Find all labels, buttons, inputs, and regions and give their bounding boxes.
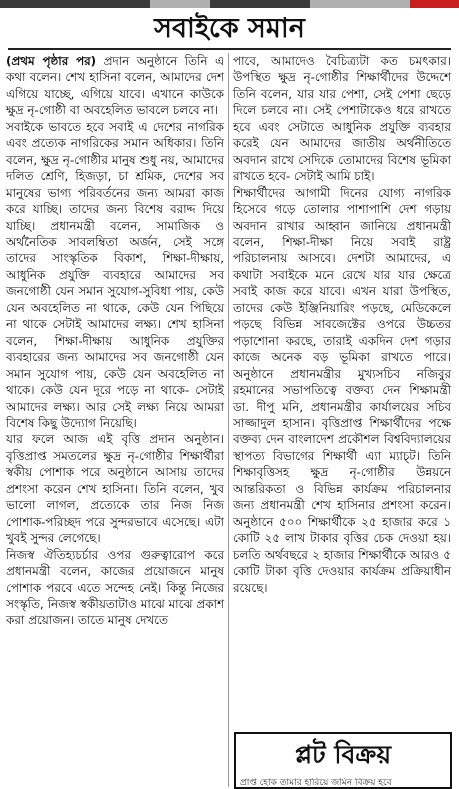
headline-rule (8, 48, 451, 50)
article-paragraph-1 (6, 53, 224, 119)
top-bar-segment (410, 0, 459, 8)
article-paragraph-5: পাবে, আমাদেও বৈচিত্র্যটা কত চমৎকার। উপস্থিত ক্ষুদ্র নৃ-গোষ্ঠীর শিক্ষার্থীদের উদ্দেশে তিনি বলেন, যার যার পেশা, সেই পেশা ছেড়ে দিলে চলবে না। সেই পেশাটাকেও ধরে রাখতে হবে এবং সেটাতে আধুনিক প্রযুক্তি ব্যবহার করেই যেন আমাদের জাতীয় অর্থনীতিতে অবদান রাখে সেদিকে তোমাদের বিশেষ ভূমিকা রাখতে হবে- সেটাই আমি চাই। (233, 54, 451, 184)
article-headline: সবাইকে সমান (154, 13, 305, 44)
article-left-column (6, 53, 224, 629)
classified-ad-title: প্লট বিক্রয় (294, 740, 392, 769)
continuation-tag: (প্রথম পৃষ্ঠার পর) (6, 54, 97, 68)
top-bar-segment (0, 0, 150, 8)
top-bar-segment (150, 0, 210, 8)
column-divider (228, 53, 229, 787)
classified-ad-body: প্রাপ্ত হোক তামার হারিয়ে জমিন বিক্রয় হবে (240, 778, 392, 786)
top-bar-segment (310, 0, 410, 8)
article-paragraph-6: শিক্ষার্থীদের আগামী দিনের যোগ্য নাগরিক হিসেবে গড়ে তোলার পাশাপাশি দেশ গড়ায় অবদান রাখার আহ্বান জানিয়ে প্রধানমন্ত্রী বলেন, শিক্ষা-দীক্ষা নিয়ে সবাই রাষ্ট্র পরিচালনায় আসবে। দেশটা আমাদের, এ কথাটা সবাইকে মনে রেখে যার যার ক্ষেত্রে সবাই কাজ করে যাবে। এখন যারা উপস্থিত, তাদের কেউ ইঞ্জিনিয়ারিং পড়ছে, মেডিকেলে পড়ছে বিভিন্ন সাবজেক্টের ওপরে উচ্চতর পড়াশোনা করছে, তারাই একদিন দেশ গড়ার কাজে অনেক বড় ভূমিকা রাখতে পারে। অনুষ্ঠানে প্রধানমন্ত্রীর মুখ্যসচিব নজিবুর রহমানের সভাপতিত্বে বক্তব্য দেন শিক্ষামন্ত্রী ডা. দীপু মনি, প্রধানমন্ত্রীর কার্যালয়ের সচিব সাজ্জাদুল হাসান। বৃত্তিপ্রাপ্ত শিক্ষার্থীদের পক্ষে বক্তব্য দেন বাংলাদেশ প্রকৌশল বিশ্ববিদ্যালয়ের স্থাপত্য বিভাগের শিক্ষার্থী এ্যা ম্যাচ্ট। তিনি শিক্ষাবৃত্তিসহ ক্ষুদ্র নৃ-গোষ্ঠীর উন্নয়নে আন্তরিকতা ও বিভিন্ন কার্যক্রম পরিচালনার জন্য প্রধানমন্ত্রী শেখ হাসিনার প্রশংসা করেন। অনুষ্ঠানে ৫০০ শিক্ষার্থীকে ২৫ হাজার করে ১ কোটি ২৫ লাখ টাকার বৃত্তির চেক দেওয়া হয়। চলতি অর্থবছরে ২ হাজার শিক্ষার্থীকে আরও ৫ কোটি টাকা বৃত্তি দেওয়ার কার্যক্রম প্রক্রিয়াধীন রয়েছে। (233, 185, 451, 595)
top-color-bar (0, 0, 459, 8)
article-paragraph-3: যার ফলে আজ এই বৃত্তি প্রদান অনুষ্ঠান। বৃত্তিপ্রাপ্ত সমতলের ক্ষুদ্র নৃ-গোষ্ঠীর শিক্ষার্থীরা স্বকীয় পোশাক পরে অনুষ্ঠানে আসায় তাদের প্রশংসা করেন শেখ হাসিনা। তিনি বলেন, খুব ভালো লাগল, প্রত্যেকে তার নিজ নিজ পোশাক-পরিচ্ছদ পরে সুন্দরভাবে এসেছে। এটা খুবই সুন্দর লেগেছে। (6, 432, 224, 546)
top-bar-segment (210, 0, 310, 8)
paragraph-text: প্রদান অনুষ্ঠানে তিনি এ কথা বলেন। শেখ হাসিনা বলেন, আমাদের দেশ এগিয়ে যাচ্ছে, এগিয়ে যাবে। এখানে কাউকে ক্ষুদ্র নৃ-গোষ্ঠী বা অবহেলিত ভাবলে চলবে না। (6, 54, 224, 118)
article-paragraph-2: সবাইকে ভাবতে হবে সবাই এ দেশের নাগরিক এবং প্রত্যেক নাগরিকের সমান অধিকার। তিনি বলেন, ক্ষুদ্র নৃ-গোষ্ঠীর মানুষ শুধু নয়, আমাদের দলিত শ্রেণি, হিজড়া, চা শ্রমিক, দেশের সব মানুষের ভাগ্য পরিবর্তনের জন্য আমরা কাজ করে যাচ্ছি। তাদের জন্য বিশেষ বরাদ্দ দিয়ে যাচ্ছি। প্রধানমন্ত্রী বলেন, সামাজিক ও অর্থনৈতিক সাবলম্বিতা অর্জন, সেই সঙ্গে তাদের সাংস্কৃতিক বিকাশ, শিক্ষা-দীক্ষায়, আধুনিক প্রযুক্তি ব্যবহারে আমাদের সব জনগোষ্ঠী যেন সমান সুযোগ-সুবিধা পায়, কেউ যেন অবহেলিত না থাকে, কেউ যেন পিছিয়ে না থাকে সেটাই আমাদের লক্ষ্য। শেখ হাসিনা বলেন, শিক্ষা-দীক্ষায় আধুনিক প্রযুক্তির ব্যবহারের জন্য আমাদের সব জনগোষ্ঠী যেন সমান সুযোগ পায়, কেউ যেন অবহেলিত না থাকে। কেউ যেন দূরে পড়ে না থাকে- সেটাই আমাদের লক্ষ্য। আর সেই লক্ষ্য নিয়ে আমরা বিশেষ কিছু উদ্যোগ নিয়েছি। (6, 119, 224, 430)
article-right-column (233, 53, 451, 596)
classified-ad-box (234, 732, 452, 789)
article-paragraph-4: নিজস্ব ঐতিহ্যচর্চার ওপর গুরুত্বারোপ করে প্রধানমন্ত্রী বলেন, কাজের প্রয়োজনে মানুষ পোশাক পরবে এতে সন্দেহ নেই। কিন্তু নিজের সংস্কৃতি, নিজস্ব স্বকীয়তাটাও মাঝে মাঝে প্রকাশ করা প্রয়োজন। তাতে মানুষ দেখতে (6, 547, 224, 628)
